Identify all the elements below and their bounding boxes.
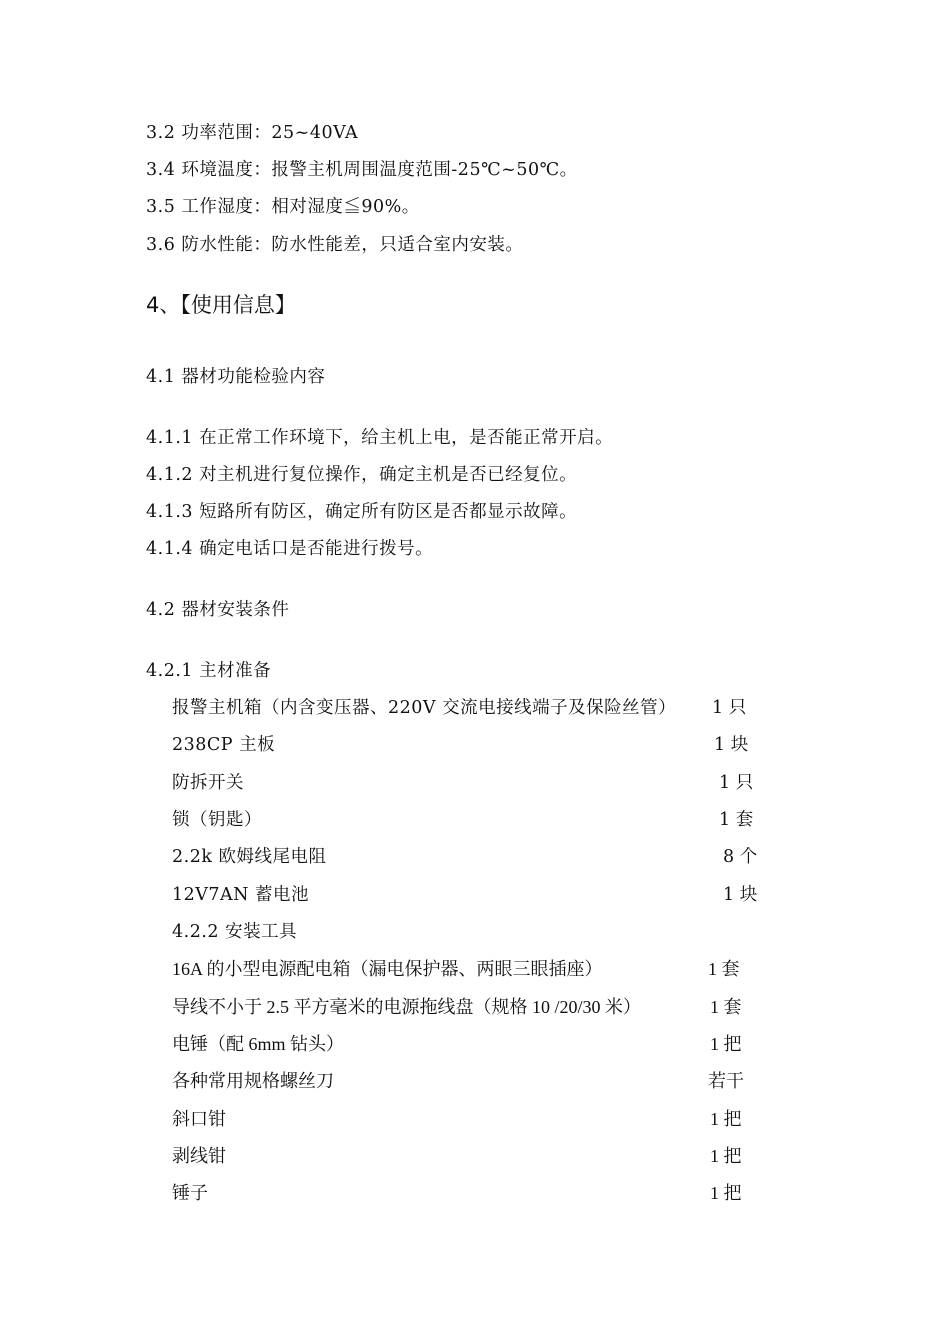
tool-qty: 若干: [708, 1071, 744, 1091]
subheading-4-1: 4.1 器材功能检验内容: [146, 367, 326, 387]
subheading-4-2: 4.2 器材安装条件: [146, 600, 290, 620]
tool-item: 斜口钳: [172, 1109, 226, 1129]
tool-item: 锤子: [172, 1183, 208, 1203]
material-item: 报警主机箱（内含变压器、220V 交流电接线端子及保险丝管）: [172, 698, 677, 718]
tool-item: 剥线钳: [172, 1146, 226, 1166]
material-item: 防拆开关: [172, 773, 244, 793]
spec-line-power: 3.2 功率范围：25~40VA: [146, 123, 359, 143]
check-line-4: 4.1.4 确定电话口是否能进行拨号。: [146, 539, 434, 559]
check-line-1: 4.1.1 在正常工作环境下，给主机上电，是否能正常开启。: [146, 428, 614, 448]
tool-qty: 1 把: [710, 1109, 742, 1129]
tool-qty: 1 套: [708, 959, 740, 979]
material-qty: 1 只: [719, 773, 754, 793]
subheading-4-2-1: 4.2.1 主材准备: [146, 661, 272, 681]
spec-line-waterproof: 3.6 防水性能：防水性能差，只适合室内安装。: [146, 235, 524, 255]
material-item: 12V7AN 蓄电池: [172, 885, 310, 905]
tool-qty: 1 把: [710, 1183, 742, 1203]
material-item: 238CP 主板: [172, 735, 276, 755]
material-qty: 1 块: [714, 735, 749, 755]
tool-qty: 1 套: [710, 997, 742, 1017]
spec-line-humidity: 3.5 工作湿度：相对湿度≦90%。: [146, 197, 420, 217]
check-line-3: 4.1.3 短路所有防区，确定所有防区是否都显示故障。: [146, 502, 578, 522]
subheading-4-2-2: 4.2.2 安装工具: [172, 922, 298, 942]
tool-item: 导线不小于 2.5 平方毫米的电源拖线盘（规格 10 /20/30 米）: [172, 997, 641, 1017]
material-qty: 1 块: [723, 885, 758, 905]
tool-item: 电锤（配 6mm 钻头）: [172, 1034, 345, 1054]
spec-line-temperature: 3.4 环境温度：报警主机周围温度范围-25℃~50℃。: [146, 160, 578, 180]
material-qty: 1 只: [712, 698, 747, 718]
material-item: 2.2k 欧姆线尾电阻: [172, 847, 327, 867]
tool-qty: 1 把: [710, 1034, 742, 1054]
material-qty: 8 个: [723, 847, 758, 867]
section-heading: 4、【使用信息】: [146, 293, 296, 317]
tool-item: 16A 的小型电源配电箱（漏电保护器、两眼三眼插座）: [172, 959, 603, 979]
tool-item: 各种常用规格螺丝刀: [172, 1071, 334, 1091]
material-item: 锁（钥匙）: [172, 810, 262, 830]
material-qty: 1 套: [719, 810, 754, 830]
tool-qty: 1 把: [710, 1146, 742, 1166]
check-line-2: 4.1.2 对主机进行复位操作，确定主机是否已经复位。: [146, 465, 578, 485]
